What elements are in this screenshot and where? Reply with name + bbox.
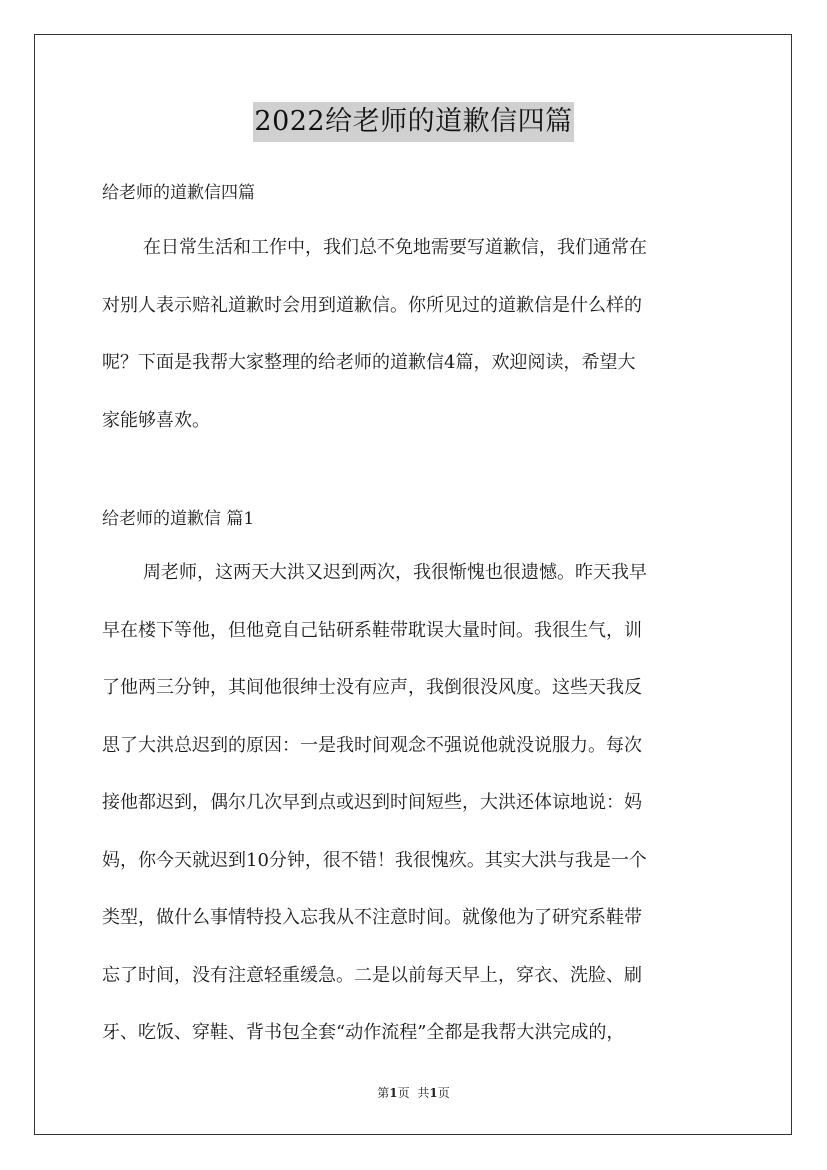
page-prefix: 第 — [377, 1086, 390, 1100]
total-pages: 1 — [429, 1086, 438, 1100]
page-footer — [0, 1084, 827, 1101]
total-suffix: 页 — [437, 1086, 450, 1100]
title-container — [0, 102, 827, 142]
letter1-paragraph — [102, 544, 726, 1062]
letter1-line: 早在楼下等他，但他竟自己钻研系鞋带耽误大量时间。我很生气，训 — [102, 619, 642, 641]
intro-line: 在日常生活和工作中，我们总不免地需要写道歉信，我们通常在 — [143, 237, 647, 258]
letter1-line: 忘了时间，没有注意轻重缓急。二是以前每天早上，穿衣、洗脸、刷 — [102, 964, 642, 986]
intro-paragraph — [102, 219, 726, 449]
page-suffix: 页 — [397, 1086, 410, 1100]
intro-line: 呢？下面是我帮大家整理的给老师的道歉信4篇，欢迎阅读，希望大 — [102, 352, 636, 373]
letter1-line: 思了大洪总迟到的原因：一是我时间观念不强说他就没说服力。每次 — [102, 734, 642, 756]
letter1-line: 妈，你今天就迟到10分钟，很不错！我很愧疚。其实大洪与我是一个 — [102, 849, 647, 871]
page-number: 1 — [389, 1086, 398, 1100]
intro-heading: 给老师的道歉信四篇 — [102, 183, 255, 203]
intro-line: 家能够喜欢。 — [102, 409, 210, 431]
letter1-line: 类型，做什么事情特投入忘我从不注意时间。就像他为了研究系鞋带 — [102, 907, 642, 928]
letter1-heading: 给老师的道歉信 篇1 — [102, 509, 255, 529]
letter1-line: 牙、吃饭、穿鞋、背书包全套“动作流程”全都是我帮大洪完成的， — [102, 1022, 625, 1043]
letter1-line: 接他都迟到，偶尔几次早到点或迟到时间短些，大洪还体谅地说：妈 — [102, 792, 642, 813]
total-prefix: 共 — [417, 1086, 430, 1100]
document-title: 2022给老师的道歉信四篇 — [253, 102, 573, 142]
letter1-line: 了他两三分钟，其间他很绅士没有应声，我倒很没风度。这些天我反 — [102, 677, 642, 698]
intro-line: 对别人表示赔礼道歉时会用到道歉信。你所见过的道歉信是什么样的 — [102, 294, 642, 316]
letter1-line: 周老师，这两天大洪又迟到两次，我很惭愧也很遗憾。昨天我早 — [143, 562, 647, 583]
